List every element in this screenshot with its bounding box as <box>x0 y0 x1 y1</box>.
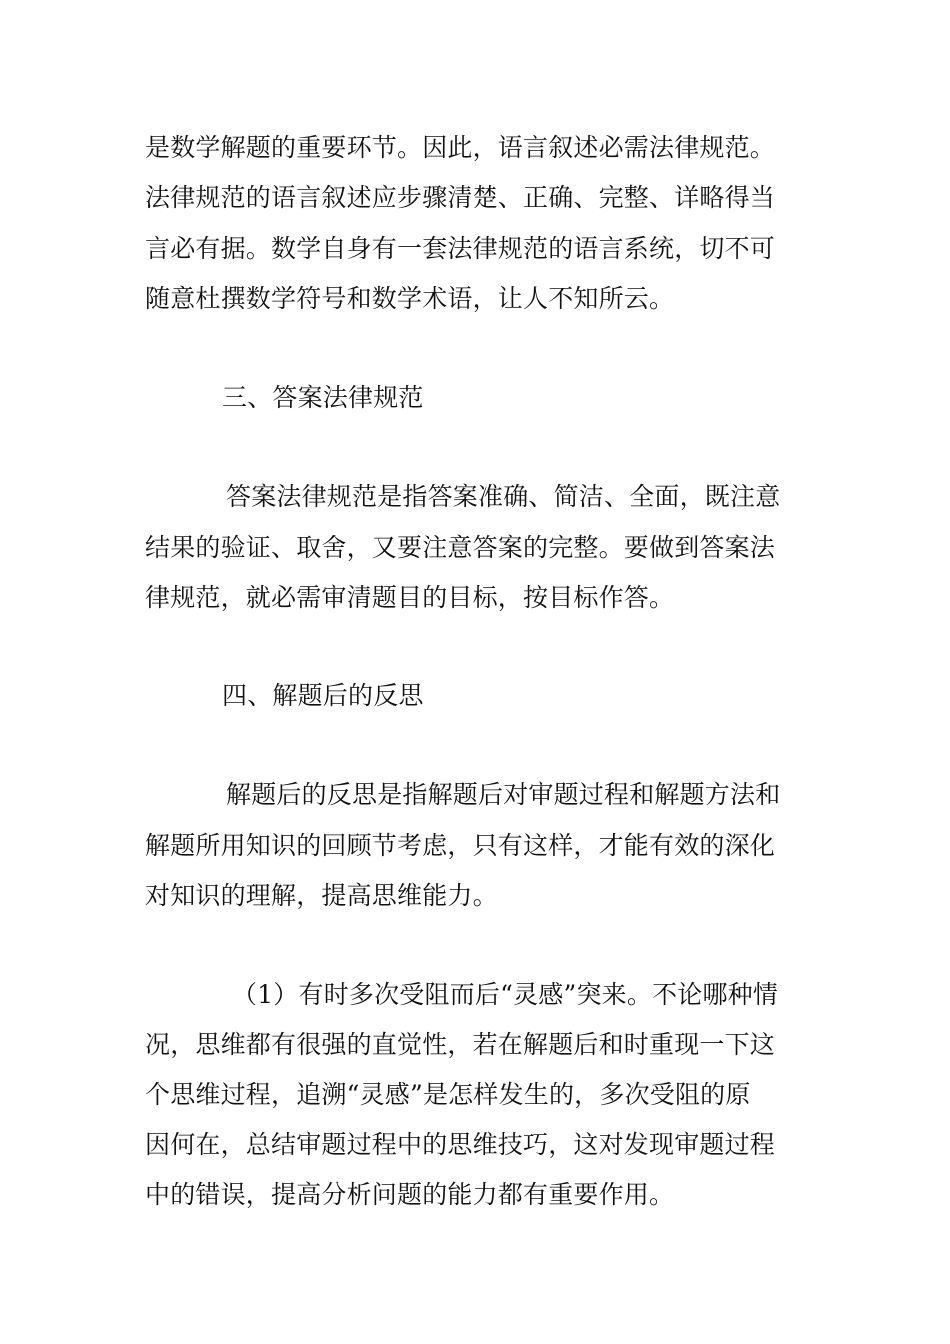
section-3-heading: 三、答案法律规范 <box>222 383 424 412</box>
intro-line-3: 言必有据。数学自身有一套法律规范的语言系统，切不可 <box>145 234 776 263</box>
intro-line-1: 是数学解题的重要环节。因此，语言叙述必需法律规范。 <box>145 133 776 162</box>
section-4-heading: 四、解题后的反思 <box>222 681 424 710</box>
section-4-line-2: 解题所用知识的回顾节考虑，只有这样，才能有效的深化 <box>145 831 776 860</box>
item-1-line-2: 况，思维都有很强的直觉性，若在解题后和时重现一下这 <box>145 1030 776 1059</box>
section-4-line-3: 对知识的理解，提高思维能力。 <box>145 881 498 910</box>
section-4-line-1: 解题后的反思是指解题后对审题过程和解题方法和 <box>226 780 781 809</box>
intro-line-2: 法律规范的语言叙述应步骤清楚、正确、完整、详略得当 <box>145 183 776 212</box>
section-3-line-2: 结果的验证、取舍，又要注意答案的完整。要做到答案法 <box>145 533 776 562</box>
section-3-line-3: 律规范，就必需审清题目的目标，按目标作答。 <box>145 583 675 612</box>
item-1-line-1: （1）有时多次受阻而后“灵感”突来。不论哪种情 <box>232 980 779 1009</box>
item-1-line-3: 个思维过程，追溯“灵感”是怎样发生的，多次受阻的原 <box>145 1080 751 1109</box>
item-1-line-4: 因何在，总结审题过程中的思维技巧，这对发现审题过程 <box>145 1130 776 1159</box>
section-3-line-1: 答案法律规范是指答案准确、简洁、全面，既注意 <box>226 482 781 511</box>
intro-line-4: 随意杜撰数学符号和数学术语，让人不知所云。 <box>145 284 675 313</box>
item-1-line-5: 中的错误，提高分析问题的能力都有重要作用。 <box>145 1180 675 1209</box>
